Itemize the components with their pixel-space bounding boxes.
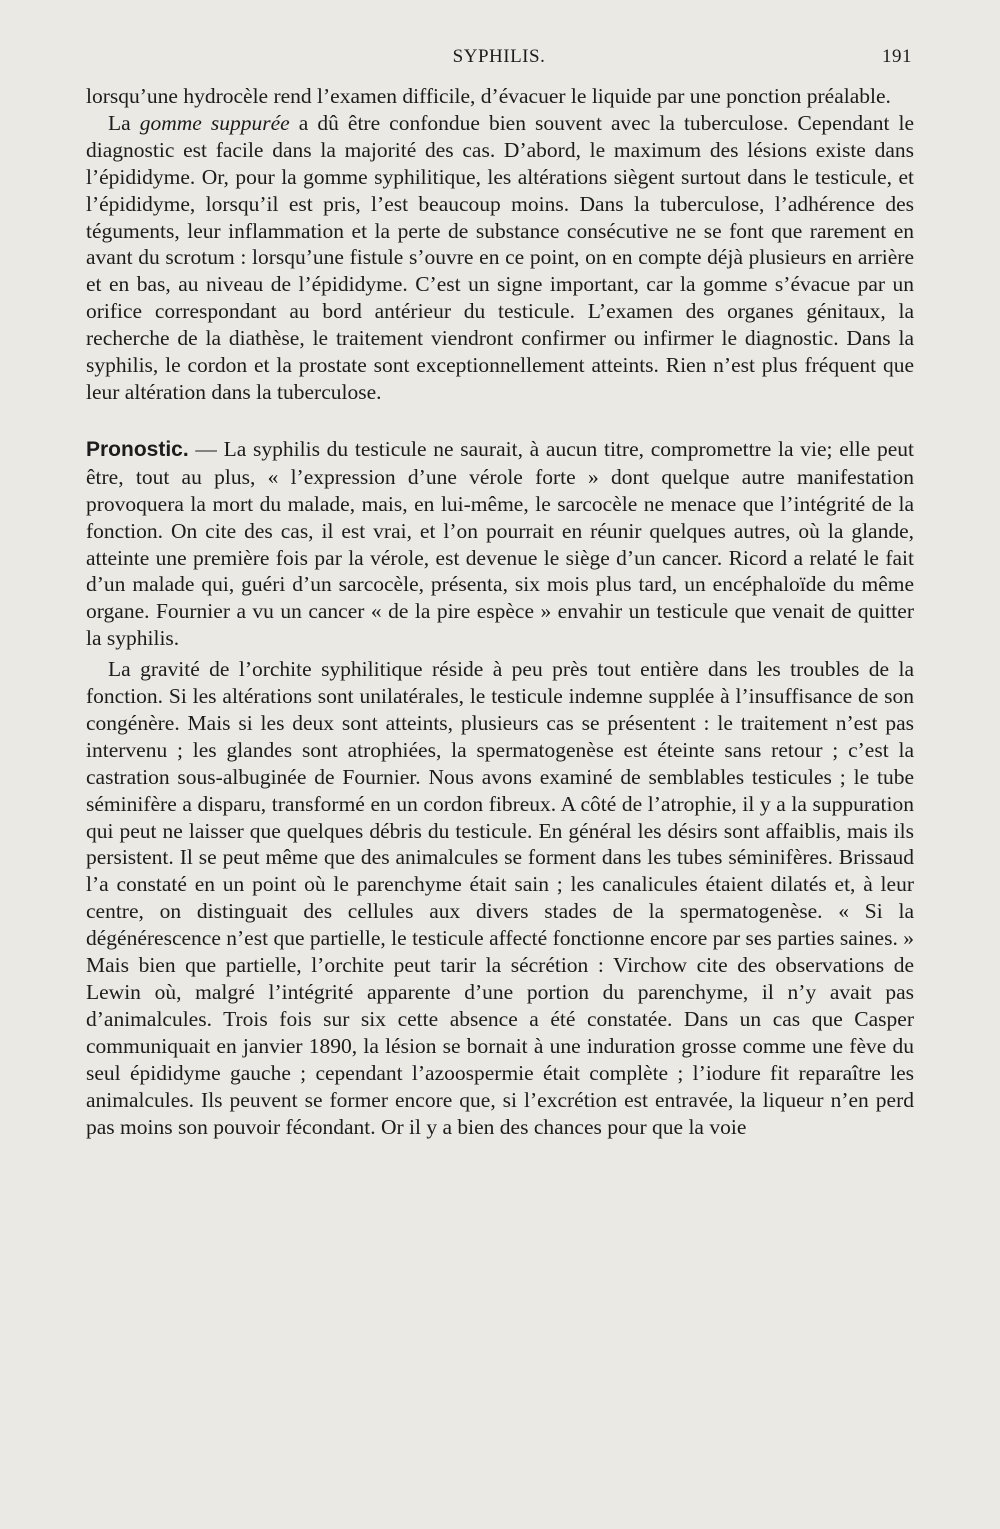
paragraph-gomme-suppuree	[86, 110, 914, 406]
running-title: SYPHILIS.	[452, 46, 546, 67]
body-text	[86, 83, 914, 1140]
paragraph-body-text: a dû être confondue bien souvent avec la tuberculose. Cependant le diagnostic est facile dans la majorité des cas. D’abord, le maximum des lésions existe dans l’épididyme. Or, pour la gomme syphilitique, les altérations siègent surtout dans le testicule, et l’épididyme, lorsqu’il est pris, l’est beaucoup moins. Dans la tuberculose, l’adhérence des téguments, leur inflammation et la perte de substance consécutive ne se font que rarement en avant du scrotum : lorsqu’une fistule s’ouvre en ce point, on en compte déjà plusieurs en arrière et en bas, au niveau de l’épididyme. C’est un signe important, car la gomme s’évacue par un orifice correspondant au bord antérieur du testicule. L’examen des organes génitaux, la recherche de la diathèse, le traitement viendront confirmer ou infirmer le diagnostic. Dans la syphilis, le cordon et la prostate sont exceptionnellement atteints. Rien n’est plus fréquent que leur altération dans la tuberculose.	[86, 110, 914, 404]
paragraph-continued: lorsqu’une hydrocèle rend l’examen difficile, d’évacuer le liquide par une ponction préalable.	[86, 84, 891, 108]
paragraph-body-text: — La syphilis du testicule ne saurait, à aucun titre, compromettre la vie; elle peut être, tout au plus, « l’expression d’une vérole forte » dont quelque autre manifestation provoquera la mort du malade, mais, en lui-même, le sarcocèle ne menace que l’intégrité de la fonction. On cite des cas, il est vrai, et l’on pourrait en réunir quelques autres, où la glande, atteinte une première fois par la vérole, est devenue le siège d’un cancer. Ricord a relaté le fait d’un malade qui, guéri d’un sarcocèle, présenta, six mois plus tard, un encéphaloïde du même organe. Fournier a vu un cancer « de la pire espèce » envahir un testicule que venait de quitter la syphilis.	[86, 436, 914, 651]
paragraph-pronostic	[86, 436, 914, 652]
running-header	[86, 46, 912, 76]
section-heading: Pronostic.	[86, 437, 189, 461]
paragraph-gravite: La gravité de l’orchite syphilitique réside à peu près tout entière dans les troubles de la fonction. Si les altérations sont unilatérales, le testicule indemne supplée à l’insuffisance de son congénère. Mais si les deux sont atteints, plusieurs cas se présentent : le traitement n’est pas intervenu ; les glandes sont atrophiées, la spermatogenèse est éteinte sans retour ; c’est la castration sous-albuginée de Fournier. Nous avons examiné de semblables testicules ; le tube séminifère a disparu, transformé en un cordon fibreux. A côté de l’atrophie, il y a la suppuration qui peut ne laisser que quelques débris du testicule. En général les désirs sont affaiblis, mais ils persistent. Il se peut même que des animalcules se forment dans les tubes séminifères. Brissaud l’a constaté en un point où le parenchyme était sain ; les canalicules étaient dilatés et, à leur centre, on distinguait des cellules aux divers stades de la spermatogenèse. « Si la dégénérescence n’est que partielle, le testicule affecté fonctionne encore par ses parties saines. » Mais bien que partielle, l’orchite peut tarir la sécrétion : Virchow cite des observations de Lewin où, malgré l’intégrité apparente d’une portion du parenchyme, il n’y avait pas d’animalcules. Trois fois sur six cette absence a été constatée. Dans un cas que Casper communiquait en janvier 1890, la lésion se bornait à une induration grosse comme une fève du seul épididyme gauche ; cependant l’azoospermie était complète ; l’iodure fit reparaître les animalcules. Ils peuvent se former encore que, si l’excrétion est entravée, la liqueur n’en perd pas moins son pouvoir fécondant. Or il y a bien des chances pour que la voie	[86, 657, 914, 1139]
paragraph-lead-text: La	[108, 110, 140, 135]
page-number: 191	[882, 46, 912, 67]
emphasized-term: gomme suppurée	[139, 110, 290, 135]
